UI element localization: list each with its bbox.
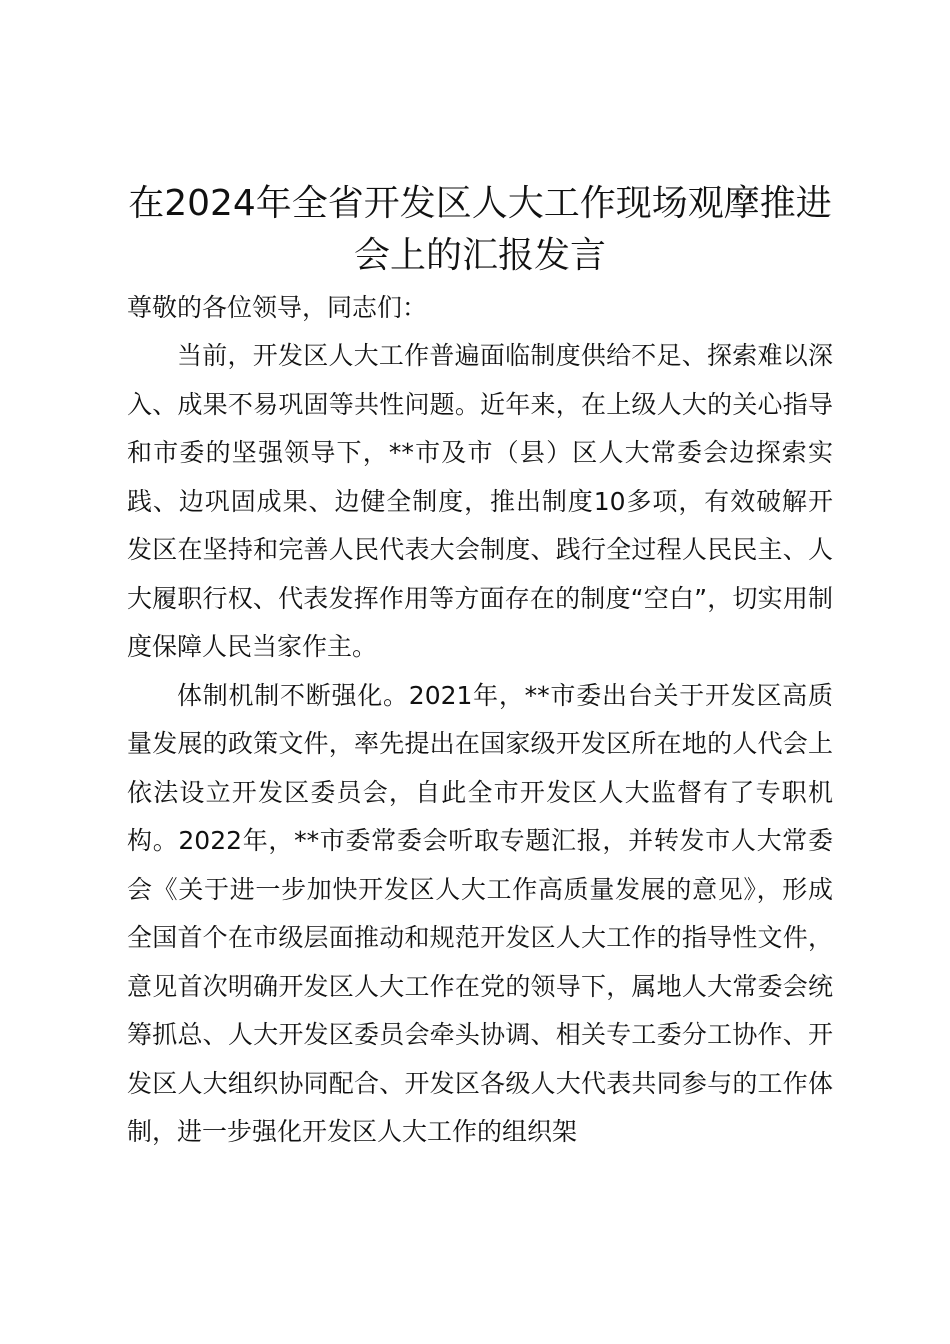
document-body — [127, 178, 833, 1157]
document-title: 在2024年全省开发区人大工作现场观摩推进会上的汇报发言 — [128, 183, 832, 276]
paragraph-intro: 当前，开发区人大工作普遍面临制度供给不足、探索难以深入、成果不易巩固等共性问题。近年来，在上级人大的关心指导和市委的坚强领导下，**市及市（县）区人大常委会边探索实践、边巩固成果、边健全制度，推出制度10多项，有效破解开发区在坚持和完善人民代表大会制度、践行全过程人民民主、人大履职行权、代表发挥作用等方面存在的制度“空白”，切实用制度保障人民当家作主。 — [127, 341, 833, 661]
salutation: 尊敬的各位领导，同志们： — [127, 293, 428, 322]
paragraph-institutions: 体制机制不断强化。2021年，**市委出台关于开发区高质量发展的政策文件，率先提出在国家级开发区所在地的人代会上依法设立开发区委员会，自此全市开发区人大监督有了专职机构。2022年，**市委常委会听取专题汇报，并转发市人大常委会《关于进一步加快开发区人大工作高质量发展的意见》，形成全国首个在市级层面推动和规范开发区人大工作的指导性文件，意见首次明确开发区人大工作在党的领导下，属地人大常委会统筹抓总、人大开发区委员会牵头协调、相关专工委分工协作、开发区人大组织协同配合、开发区各级人大代表共同参与的工作体制，进一步强化开发区人大工作的组织架 — [127, 680, 833, 1146]
